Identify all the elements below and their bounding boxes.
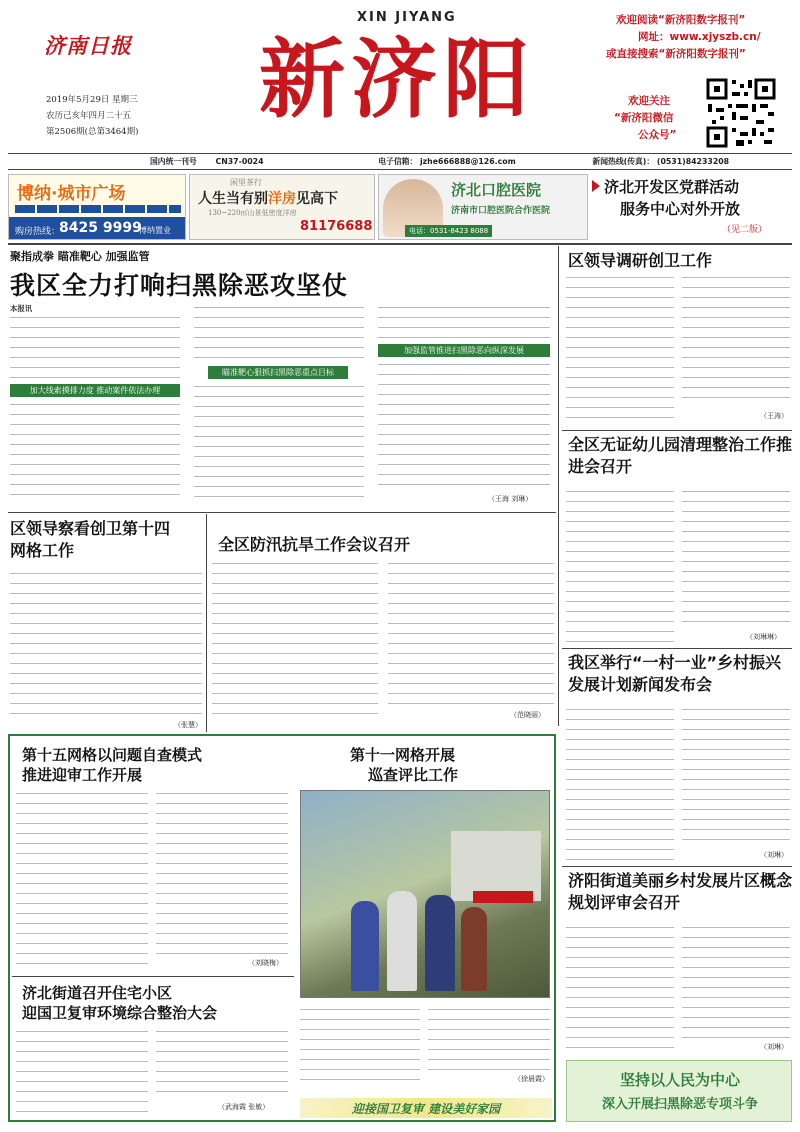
ad-strip-rule [8,243,792,245]
grid14-divider [206,514,207,732]
info-rule-bottom [8,169,792,170]
lead-prefix: 本报讯 [10,304,33,313]
grid15-head2: 推进迎审工作开展 [22,766,143,784]
visit-byline: （王涛） [760,412,788,420]
kinder-rule [562,648,792,649]
lead-sub3: 加强监管推进扫黑除恶向纵深发展 [378,344,550,357]
lead-rule [8,512,556,513]
photo-sign [473,891,533,903]
info-bar [150,156,790,168]
drought-byline: （范晓丽） [510,711,545,719]
grid15-col1 [16,790,148,970]
info-email-value[interactable]: jzhe666888@126.com [419,157,516,166]
info-rule-top [8,153,792,154]
slogan-box [566,1060,792,1122]
lead-text [10,314,180,384]
arrow-right-icon [592,180,600,192]
lead-kicker: 聚指成拳 瞄准靶心 加强监管 [10,250,150,263]
grid14-text [10,570,202,720]
wechat-line3: 公众号” [638,129,677,141]
grid11-col1 [300,1006,420,1086]
promo-url[interactable]: 网址：www.xjyszb.cn/ [638,31,761,43]
ad-mall[interactable] [8,174,186,240]
jiyang-byline: （刘琳） [760,1043,788,1051]
lead-story[interactable] [8,246,554,510]
ad-dental[interactable] [378,174,588,240]
tea-slogan-c: 见高下 [296,191,338,207]
jibei-col2 [156,1028,288,1098]
visit-headline: 区领导调研创卫工作 [568,251,713,270]
lead-headline: 我区全力打响扫黑除恶攻坚仗 [10,271,349,300]
lead-sub1: 加大线索摸排力度 推动案件依法办理 [10,384,180,397]
grid15-col2 [156,790,288,954]
lead-sub2: 瞄准靶心狠抓扫黑除恶重点目标 [208,366,348,379]
kinder-col2 [682,488,790,628]
story-visit[interactable] [564,246,792,430]
masthead-date: 2019年5月29日 星期三 [46,95,138,105]
story-grid14[interactable] [8,514,204,732]
grid15-head1: 第十五网格以问题自查模式 [22,746,203,764]
slogan-box-line1: 坚持以人民为中心 [619,1071,740,1089]
lead-col2-bottom [194,383,364,503]
masthead-issue: 第2506期(总第3464期) [46,127,139,137]
drought-headline: 全区防汛抗旱工作会议召开 [218,535,411,554]
visit-col2 [682,274,790,404]
jibei-byline: （武海霞 张敏） [218,1103,270,1111]
info-hotline-label: 新闻热线(传真)： [592,157,655,166]
mall-strip [15,205,181,213]
dental-sub: 济南市口腔医院合作医院 [451,206,551,216]
dental-phone: 电话：0531-8423 8088 [405,225,492,237]
wechat-line1: 欢迎关注 [628,95,670,107]
lead-col1-top [10,304,180,384]
village-col2 [682,706,790,846]
photo-person-1 [351,901,379,991]
story-grid11[interactable] [298,738,554,1098]
jibei-head2: 迎国卫复审环境综合整治大会 [22,1004,218,1022]
tea-slogan-b: 洋房 [268,191,296,207]
drought-col2 [388,560,554,710]
story-drought[interactable] [210,514,556,732]
banner-sub: （见二版） [722,225,768,235]
story-village[interactable] [564,650,792,864]
promo-search: 或直接搜索“新济阳数字报刊” [606,48,746,60]
visit-col1 [566,274,674,424]
tea-sub: 130~220㎡山景低密度洋房 [208,209,297,217]
kinder-byline: （刘琳琳） [746,633,781,641]
slogan-box-line2: 深入开展扫黑除恶专项斗争 [601,1097,758,1112]
masthead [0,0,800,150]
mall-phone-bar [9,217,186,240]
jibei-head1: 济北街道召开住宅小区 [22,984,173,1002]
masthead-lunar: 农历己亥年四月二十五 [46,111,132,121]
info-cn-label: 国内统一刊号 [150,157,197,166]
lead-col3-bottom [378,361,550,491]
lead-col1-bottom [10,401,180,503]
village-rule [562,866,792,867]
newspaper-logo-small: 济南日报 [44,33,132,58]
visit-rule [562,430,792,431]
drought-col1 [212,560,378,720]
village-byline: （刘琳） [760,851,788,859]
story-jiyang[interactable] [564,868,792,1058]
banner-headline[interactable] [592,174,792,240]
lead-col3-top [378,304,550,344]
masthead-title: 新济阳 [259,29,535,130]
promo-read: 欢迎阅读“新济阳数字报刊” [616,14,746,26]
story-jibei[interactable] [12,978,294,1118]
tea-slogan-a: 人生当有别 [198,191,268,207]
grid11-byline: （徐晨霞） [514,1075,549,1083]
kinder-col1 [566,488,674,642]
masthead-pinyin: XIN JIYANG [357,10,457,25]
kinder-headline: 全区无证幼儿园清理整治工作推进会召开 [568,435,793,476]
info-hotline-value: (0531)84233208 [656,157,730,166]
col-divider-right [558,246,559,726]
grid11-head2: 巡查评比工作 [368,766,459,784]
grid14-byline: （张慧） [174,721,202,729]
grid11-col2 [428,1006,550,1072]
dental-name: 济北口腔医院 [451,181,542,199]
grid15-byline: （刘晓梅） [248,959,283,967]
mall-phone-label: 购房热线： [15,227,61,237]
tea-brand: 闲里茶行 [230,178,262,187]
jibei-rule [12,976,294,977]
grid14-headline: 区领导察看创卫第十四网格工作 [10,519,171,560]
jiyang-col2 [682,924,790,1040]
jiyang-col1 [566,924,674,1052]
lead-byline: （王海 刘琳） [488,495,533,503]
mall-name: 博纳·城市广场 [17,184,126,204]
jiyang-headline: 济阳街道美丽乡村发展片区概念规划评审会召开 [568,871,793,912]
bottom-slogan-text: 迎接国卫复审 建设美好家园 [351,1102,501,1116]
grid11-head1: 第十一网格开展 [350,746,456,764]
banner-line1: 济北开发区党群活动 [604,178,740,196]
grid11-photo[interactable] [300,790,550,998]
info-email-label: 电子信箱： [378,157,418,166]
lead-col2-top [194,304,364,364]
photo-person-2 [387,891,417,991]
village-headline: 我区举行“一村一业”乡村振兴发展计划新闻发布会 [568,653,782,694]
qr-code-icon[interactable] [705,77,777,149]
photo-person-3 [425,895,455,991]
tea-phone: 81176688 [300,219,373,234]
story-kindergarten[interactable] [564,432,792,646]
mall-brand: 博纳置业 [139,226,171,235]
photo-person-4 [461,907,487,991]
tea-slogan [198,188,338,208]
ad-tea[interactable] [189,174,375,240]
mall-phone: 8425 9999 [59,220,142,236]
banner-line2: 服务中心对外开放 [620,200,741,218]
story-grid15[interactable] [12,738,294,974]
bottom-slogan-banner [300,1098,552,1118]
info-cn-value: CN37-0024 [215,157,264,166]
jibei-col1 [16,1028,148,1114]
village-col1 [566,706,674,860]
wechat-line2: “新济阳微信 [614,112,674,124]
